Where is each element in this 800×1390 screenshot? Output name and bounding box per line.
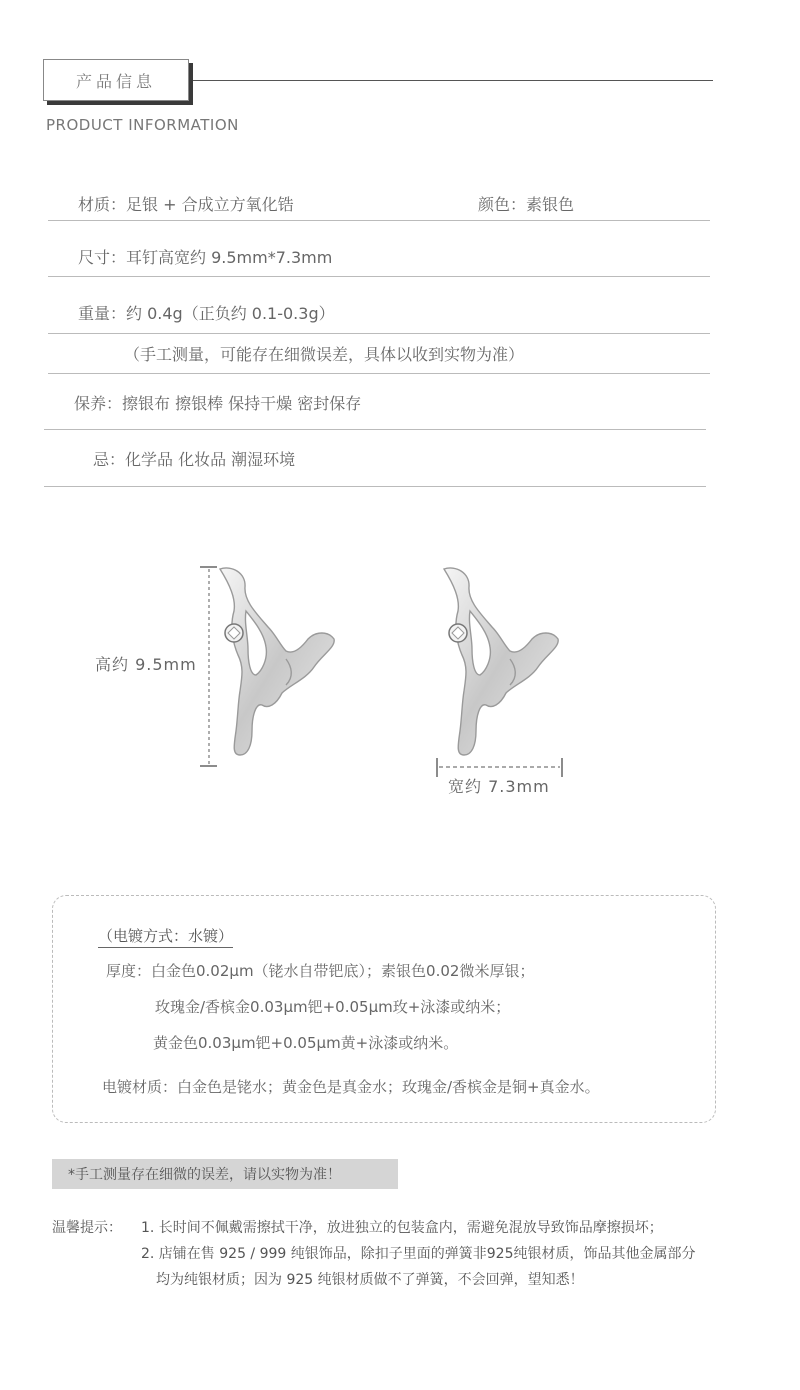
measurement-note-text: *手工测量存在细微的误差，请以实物为准！ [68, 1167, 341, 1183]
material-text: 材质：足银 + 合成立方氧化锆 [78, 195, 294, 214]
divider [48, 373, 710, 374]
tip-item-1: 1. 长时间不佩戴需擦拭干净，放进独立的包装盒内，需避免混放导致饰品摩擦损坏； [141, 1220, 663, 1236]
section-tab [43, 59, 189, 101]
stone-left [225, 624, 243, 642]
divider [48, 333, 710, 334]
product-illustration [190, 555, 590, 805]
height-dimension-marker [200, 567, 217, 766]
divider [44, 429, 706, 430]
divider [48, 276, 710, 277]
avoid-text: 忌：化学品 化妆品 潮湿环境 [93, 450, 296, 469]
tips-label: 温馨提示： [52, 1220, 122, 1236]
size-text: 尺寸：耳钉高宽约 9.5mm*7.3mm [78, 248, 333, 267]
height-label: 高约 9.5mm [95, 655, 197, 674]
weight-note: （手工测量，可能存在细微误差，具体以收到实物为准） [124, 345, 525, 364]
plating-title: （电镀方式：水镀） [98, 925, 233, 948]
plating-material: 电镀材质：白金色是铑水；黄金色是真金水；玫瑰金/香槟金是铜+真金水。 [102, 1078, 600, 1096]
tip-item-2: 2. 店铺在售 925 / 999 纯银饰品，除扣子里面的弹簧非925纯银材质，饰品其他金属部分 [141, 1246, 696, 1262]
earring-right [444, 568, 558, 755]
stone-right [449, 624, 467, 642]
plating-thickness-2: 玫瑰金/香槟金0.03μm钯+0.05μm玫+泳漆或纳米； [155, 998, 511, 1016]
plating-thickness-1: 厚度：白金色0.02μm（铑水自带钯底）；素银色0.02微米厚银； [106, 962, 535, 980]
section-subtitle: PRODUCT INFORMATION [46, 116, 239, 134]
color-text: 颜色：素银色 [478, 195, 575, 214]
section-tab-label: 产品信息 [75, 71, 156, 91]
weight-text: 重量：约 0.4g（正负约 0.1-0.3g） [78, 304, 335, 323]
earring-left [220, 568, 334, 755]
divider [48, 220, 710, 221]
tip-item-2-cont: 均为纯银材质；因为 925 纯银材质做不了弹簧，不会回弹，望知悉！ [156, 1272, 584, 1288]
divider [44, 486, 706, 487]
care-text: 保养：擦银布 擦银棒 保持干燥 密封保存 [74, 394, 362, 413]
plating-thickness-3: 黄金色0.03μm钯+0.05μm黄+泳漆或纳米。 [153, 1034, 459, 1052]
width-label: 宽约 7.3mm [448, 777, 550, 796]
header-divider [193, 80, 713, 81]
measurement-note [52, 1159, 398, 1189]
